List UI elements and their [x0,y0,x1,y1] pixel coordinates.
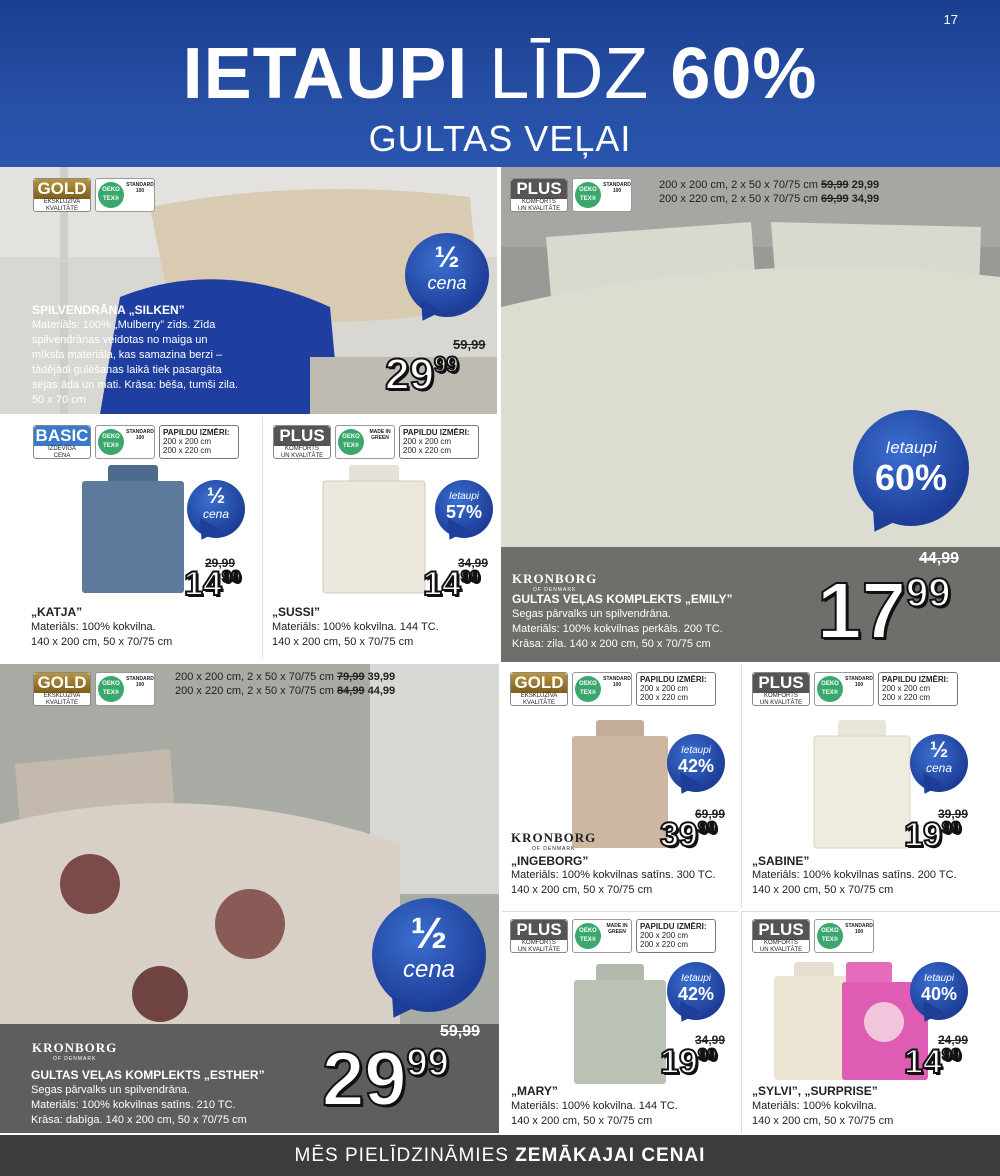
sussi-price: $14^{99}$ [423,565,480,603]
sabine-old-price: 39,99 [938,807,969,821]
ingeborg-badges [510,672,716,706]
esther-old-price: 59,99 [440,1023,481,1040]
katja-price: $14^{99}$ [184,565,241,603]
ingeborg-desc: Materiāls: 100% kokvilnas satīns. 300 TC. 140 x 200 cm, 50 x 70/75 cm [511,869,716,896]
plus-label: PLUS KOMFORTS UN KVALITĀTE [510,178,568,212]
kronborg-logo: KRONBORG OF DENMARK [32,1040,118,1062]
emily-discount-bubble: Ietaupi 60% [853,410,969,526]
esther-size-prices: 200 x 200 cm, 2 x 50 x 70/75 cm 79,99 39,99 200 x 220 cm, 2 x 50 x 70/75 cm 84,99 44,99 [175,671,396,697]
emily-desc: Segas pārvalks un spilvendrāna. Materiāls: 100% kokvilnas perkāls. 200 TC. Krāsa: zila. 140 x 200 cm, 50 x 70/75 cm [512,608,723,650]
extra-sizes-box: PAPILDU IZMĒRI: 200 x 200 cm 200 x 220 cm [636,672,716,706]
plus-label: PLUS KOMFORTS UN KVALITĀTE [752,672,810,706]
plus-label: PLUS KOMFORTS UN KVALITĀTE [510,919,568,953]
extra-sizes-box: PAPILDU IZMĒRI: 200 x 200 cm 200 x 220 cm [878,672,958,706]
emily-price: $17^{99}$ [817,566,951,655]
sabine-title: „SABINE” [752,854,810,868]
katja-desc: Materiāls: 100% kokvilna. 140 x 200 cm, 50 x 70/75 cm [31,621,173,648]
ingeborg-price: $39^{99}$ [660,816,717,854]
esther-price: $29^{99}$ [322,1037,449,1122]
page-title: IETAUPI LĪDZ 60% [182,34,818,114]
half-price-bubble: ½ cena [405,233,489,317]
silken-price: $29^{99}$ [385,350,459,399]
product-mary[interactable] [502,911,738,1133]
half-price-bubble: ½ cena [910,734,968,792]
emily-badges [510,178,632,212]
oeko-tex-label: OEKO TEX® STANDARD 100 [572,672,632,706]
sylvi-discount-bubble: Ietaupi 40% [910,962,968,1020]
gold-label: GOLD EKSKLUZĪVA KVALITĀTE [33,178,91,212]
silken-desc: Materiāls: 100% „Mulberry” zīds. Zīda spilvendrānas veidotas no maiga un mīksta materiāla, kas samazina berzi – tādējādi gulēšanas laikā tiek pasargāta sejas āda un mati. Krāsa: bēša, tumši zila. 50 x 70 cm [32,319,239,406]
katja-photo [80,465,186,595]
gold-label: GOLD EKSKLUZĪVA KVALITĀTE [510,672,568,706]
oeko-tex-label: OEKO TEX® STANDARD 100 [814,919,874,953]
gold-label: GOLD EKSKLUZĪVA KVALITĀTE [33,672,91,706]
silken-title: SPILVENDRĀNA „SILKEN” [32,303,185,317]
katja-old-price: 29,99 [205,556,236,570]
esther-desc: Segas pārvalks un spilvendrāna. Materiāls: 100% kokvilnas satīns. 210 TC. Krāsa: dabīga. 140 x 200 cm, 50 x 70/75 cm [31,1084,247,1126]
silken-badges [33,178,155,212]
mary-badges [510,919,716,953]
product-esther[interactable] [0,664,499,1133]
product-sylvi-surprise[interactable] [741,911,1000,1133]
page-number: 17 [943,12,958,27]
half-price-bubble: ½ cena [187,480,245,538]
extra-sizes-box: PAPILDU IZMĒRI: 200 x 200 cm 200 x 220 cm [159,425,239,459]
sussi-desc: Materiāls: 100% kokvilna. 144 TC. 140 x 200 cm, 50 x 70/75 cm [272,621,439,648]
oeko-tex-label: OEKO TEX® STANDARD 100 [95,672,155,706]
sussi-photo [321,465,427,595]
page-header [0,0,1000,167]
price-match-footer: MĒS PIELĪDZINĀMIES ZEMĀKAJAI CENAI [0,1135,1000,1176]
product-silken[interactable] [0,167,497,414]
emily-size-prices: 200 x 200 cm, 2 x 50 x 70/75 cm 59,99 29,99 200 x 220 cm, 2 x 50 x 70/75 cm 69,99 34,99 [659,179,880,205]
product-ingeborg[interactable] [502,664,738,908]
product-emily[interactable] [501,167,1000,662]
page-subtitle: GULTAS VEĻAI [368,118,632,159]
product-katja[interactable] [0,417,260,659]
esther-title: GULTAS VEĻAS KOMPLEKTS „ESTHER” [31,1068,265,1082]
sabine-badges [752,672,958,706]
sussi-badges [273,425,479,459]
half-price-bubble: ½ cena [372,898,486,1012]
sabine-price: $19^{99}$ [904,816,961,854]
oeko-tex-label: OEKO TEX® STANDARD 100 [814,672,874,706]
sylvi-badges [752,919,874,953]
oeko-made-in-green-label: OEKO TEX® MADE IN GREEN [572,919,632,953]
ingeborg-title: „INGEBORG” [511,854,589,868]
sylvi-price: $14^{99}$ [904,1043,961,1081]
oeko-made-in-green-label: OEKO TEX® MADE IN GREEN [335,425,395,459]
ingeborg-old-price: 69,99 [695,807,726,821]
kronborg-logo: KRONBORG OF DENMARK [511,830,597,852]
sylvi-desc: Materiāls: 100% kokvilna. 140 x 200 cm, 50 x 70/75 cm [752,1100,894,1127]
kronborg-logo: KRONBORG OF DENMARK [512,571,598,593]
plus-label: PLUS KOMFORTS UN KVALITĀTE [752,919,810,953]
katja-badges [33,425,239,459]
ingeborg-discount-bubble: Ietaupi 42% [667,734,725,792]
sabine-photo [812,720,912,850]
sussi-old-price: 34,99 [458,556,489,570]
oeko-tex-label: OEKO TEX® STANDARD 100 [95,425,155,459]
emily-old-price: 44,99 [919,550,960,567]
oeko-tex-label: OEKO TEX® STANDARD 100 [95,178,155,212]
extra-sizes-box: PAPILDU IZMĒRI: 200 x 200 cm 200 x 220 cm [399,425,479,459]
mary-old-price: 34,99 [695,1033,726,1047]
katja-title: „KATJA” [31,605,83,619]
extra-sizes-box: PAPILDU IZMĒRI: 200 x 200 cm 200 x 220 cm [636,919,716,953]
oeko-tex-label: OEKO TEX® STANDARD 100 [572,178,632,212]
mary-discount-bubble: Ietaupi 42% [667,962,725,1020]
mary-price: $19^{99}$ [660,1043,717,1081]
esther-badges [33,672,155,706]
product-sussi[interactable] [262,417,498,659]
sussi-title: „SUSSI” [272,605,321,619]
plus-label: PLUS KOMFORTS UN KVALITĀTE [273,425,331,459]
emily-title: GULTAS VEĻAS KOMPLEKTS „EMILY” [512,592,733,606]
sylvi-old-price: 24,99 [938,1033,969,1047]
product-sabine[interactable] [741,664,1000,908]
silken-old-price: 59,99 [453,337,486,352]
sussi-discount-bubble: Ietaupi 57% [435,480,493,538]
mary-desc: Materiāls: 100% kokvilna. 144 TC. 140 x 200 cm, 50 x 70/75 cm [511,1100,678,1127]
sylvi-title: „SYLVI”, „SURPRISE” [752,1084,878,1098]
mary-photo [572,964,668,1084]
basic-label: BASIC IZDEVĪGA CENA [33,425,91,459]
sabine-desc: Materiāls: 100% kokvilnas satīns. 200 TC. 140 x 200 cm, 50 x 70/75 cm [752,869,957,896]
mary-title: „MARY” [511,1084,558,1098]
